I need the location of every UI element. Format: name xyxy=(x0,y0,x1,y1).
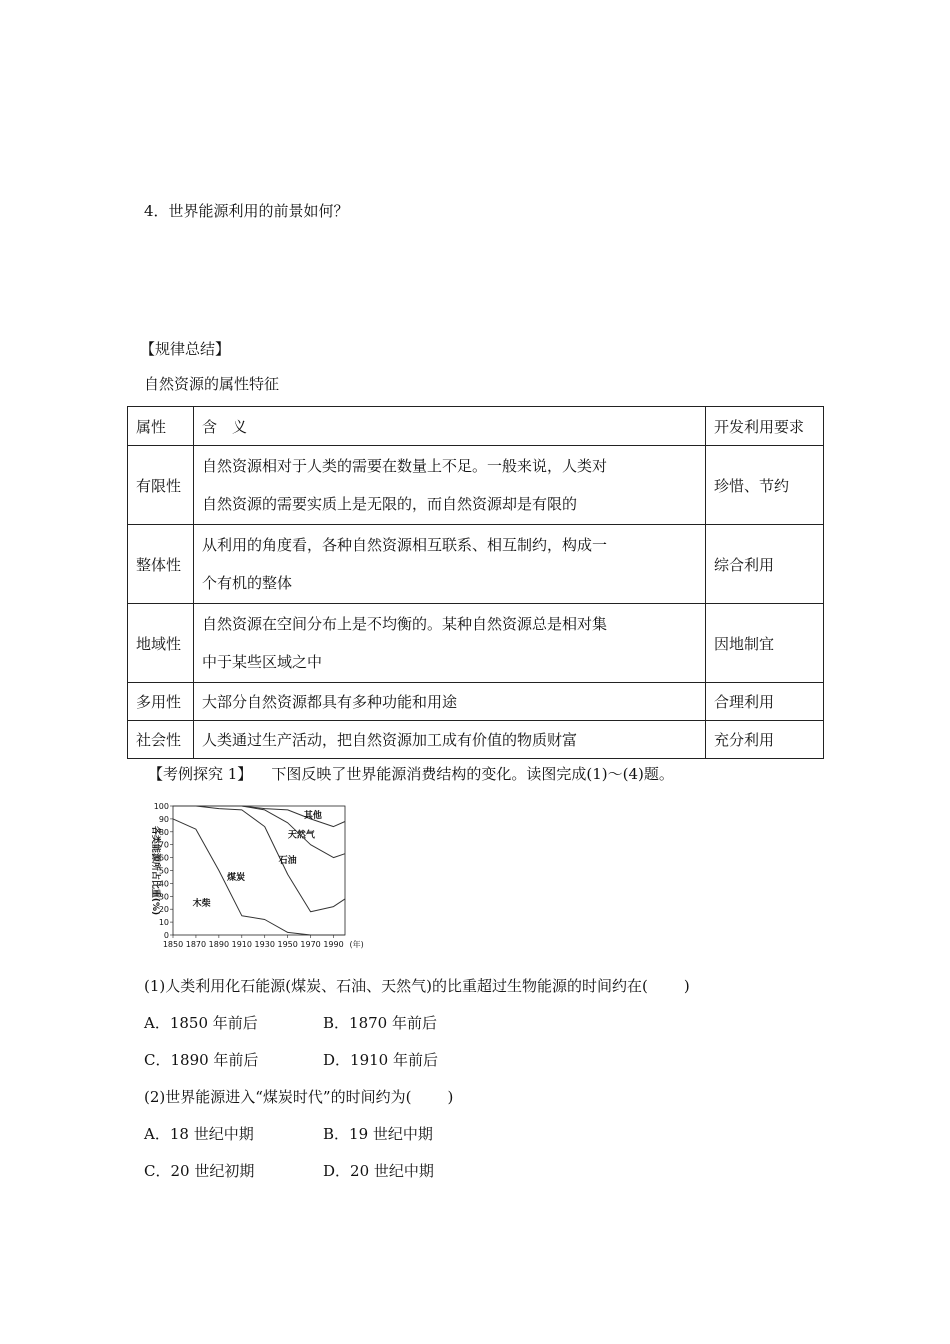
y-axis-label: 各类能源所占比重(%) xyxy=(150,825,160,916)
example-tag: 【考例探究 1】 xyxy=(148,765,253,783)
table-row xyxy=(128,721,824,759)
y-tick-label: 40 xyxy=(158,879,169,889)
y-tick-label: 0 xyxy=(163,931,169,940)
q2-option-a[interactable]: A．18 世纪中期 xyxy=(144,1125,254,1143)
x-tick-label: 1870 xyxy=(185,940,207,949)
meaning-line: 自然资源在空间分布上是不均衡的。某种自然资源总是相对集 xyxy=(202,615,608,633)
x-tick-label: 1950 xyxy=(277,940,298,949)
question-2 xyxy=(144,1087,453,1107)
question-2-close: ) xyxy=(447,1088,454,1106)
meaning-line: 从利用的角度看，各种自然资源相互联系、相互制约，构成一 xyxy=(202,536,608,554)
x-tick-label: 1990 xyxy=(323,940,344,949)
y-tick-label: 20 xyxy=(158,905,169,915)
row-requirement: 因地制宜 xyxy=(706,604,824,683)
table-caption: 自然资源的属性特征 xyxy=(144,375,280,393)
table-row xyxy=(128,525,824,604)
row-requirement: 充分利用 xyxy=(706,721,824,759)
series-label: 石油 xyxy=(278,856,297,867)
row-attribute: 整体性 xyxy=(128,525,194,604)
y-tick-label: 30 xyxy=(158,892,169,902)
header-meaning: 含 义 xyxy=(194,407,706,446)
x-tick-label: 1970 xyxy=(300,940,321,949)
q1-option-c[interactable]: C．1890 年前后 xyxy=(144,1051,259,1069)
y-tick-label: 10 xyxy=(158,918,169,928)
row-meaning xyxy=(194,604,706,683)
table-row xyxy=(128,683,824,721)
x-tick-label: 1890 xyxy=(208,940,230,949)
example-text: 下图反映了世界能源消费结构的变化。读图完成(1)～(4)题。 xyxy=(271,765,674,783)
header-attribute: 属性 xyxy=(128,407,194,446)
question-1-close: ) xyxy=(683,977,690,995)
q2-option-b[interactable]: B．19 世纪中期 xyxy=(323,1125,433,1143)
row-requirement: 综合利用 xyxy=(706,525,824,604)
q2-option-d[interactable]: D．20 世纪中期 xyxy=(323,1162,434,1180)
row-attribute: 地域性 xyxy=(128,604,194,683)
row-meaning xyxy=(194,525,706,604)
question-4: 4．世界能源利用的前景如何？ xyxy=(144,202,349,220)
table-row xyxy=(128,446,824,525)
header-requirement: 开发利用要求 xyxy=(706,407,824,446)
series-label: 其他 xyxy=(303,811,322,822)
y-tick-label: 90 xyxy=(158,814,169,824)
y-tick-label: 70 xyxy=(158,840,169,850)
row-attribute: 有限性 xyxy=(128,446,194,525)
series-label: 木柴 xyxy=(192,898,211,909)
x-tick-label: 1850 xyxy=(162,940,184,949)
resource-properties-table xyxy=(127,406,824,759)
summary-heading: 【规律总结】 xyxy=(140,340,231,358)
y-tick-label: 60 xyxy=(158,853,169,863)
q1-option-b[interactable]: B．1870 年前后 xyxy=(323,1014,437,1032)
series-label: 天然气 xyxy=(287,830,315,841)
series-boundary-line xyxy=(173,819,345,935)
question-1 xyxy=(144,976,690,996)
q2-option-c[interactable]: C．20 世纪初期 xyxy=(144,1162,255,1180)
row-meaning: 大部分自然资源都具有多种功能和用途 xyxy=(194,683,706,721)
y-tick-label: 80 xyxy=(158,827,169,837)
table-row xyxy=(128,604,824,683)
x-tick-label: 1910 xyxy=(231,940,252,949)
y-tick-label: 50 xyxy=(158,866,169,876)
x-axis-label: (年) xyxy=(349,940,364,949)
row-meaning xyxy=(194,446,706,525)
x-tick-label: 1930 xyxy=(254,940,275,949)
row-requirement: 珍惜、节约 xyxy=(706,446,824,525)
meaning-line: 个有机的整体 xyxy=(202,574,293,592)
y-tick-label: 100 xyxy=(153,802,169,811)
energy-structure-chart xyxy=(143,800,375,955)
q1-option-d[interactable]: D．1910 年前后 xyxy=(323,1051,438,1069)
row-requirement: 合理利用 xyxy=(706,683,824,721)
meaning-line: 中于某些区域之中 xyxy=(202,653,323,671)
table-header-row xyxy=(128,407,824,446)
meaning-line: 自然资源相对于人类的需要在数量上不足。一般来说，人类对 xyxy=(202,457,608,475)
plot-frame xyxy=(173,806,345,935)
row-attribute: 多用性 xyxy=(128,683,194,721)
meaning-line: 自然资源的需要实质上是无限的，而自然资源却是有限的 xyxy=(202,495,578,513)
question-2-stem: (2)世界能源进入“煤炭时代”的时间约为( xyxy=(144,1088,412,1106)
example-intro xyxy=(148,764,674,784)
row-meaning: 人类通过生产活动，把自然资源加工成有价值的物质财富 xyxy=(194,721,706,759)
row-attribute: 社会性 xyxy=(128,721,194,759)
q1-option-a[interactable]: A．1850 年前后 xyxy=(144,1014,258,1032)
question-1-stem: (1)人类利用化石能源(煤炭、石油、天然气)的比重超过生物能源的时间约在( xyxy=(144,977,648,995)
series-label: 煤炭 xyxy=(227,872,246,883)
